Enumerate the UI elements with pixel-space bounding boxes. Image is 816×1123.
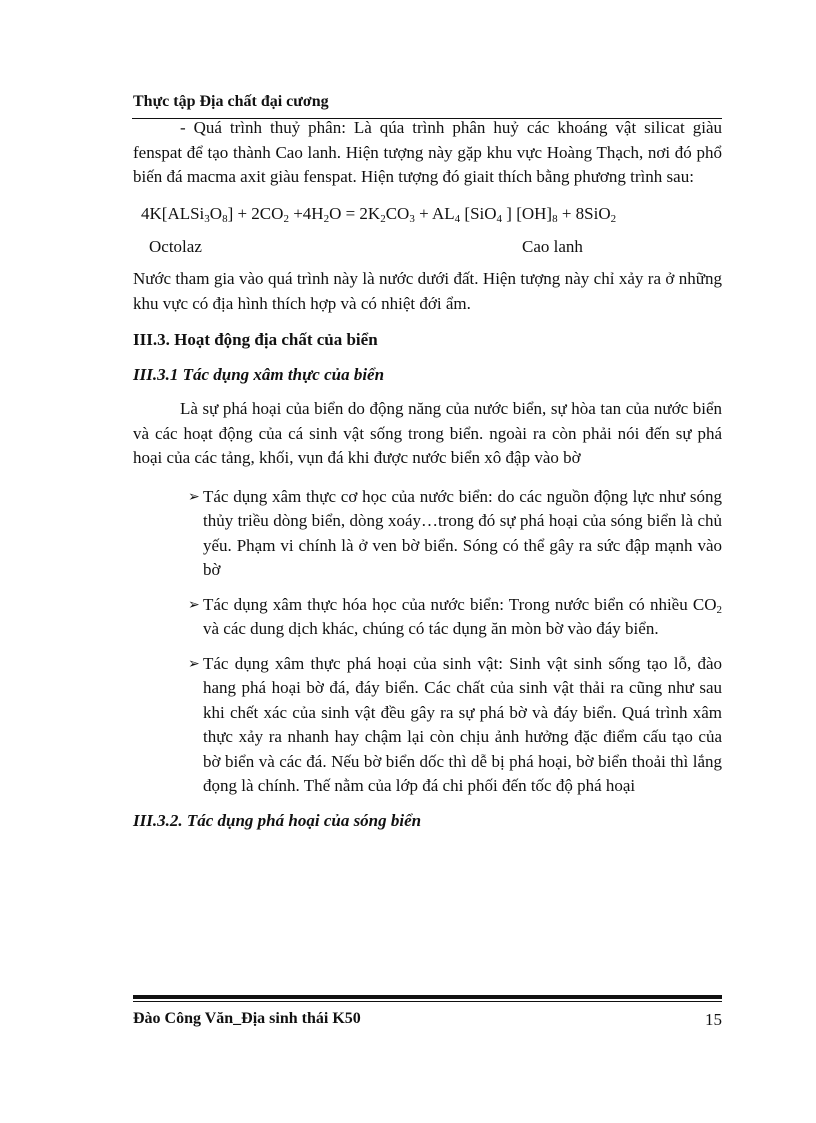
page-body [133,116,722,833]
list-item-text: Tác dụng xâm thực cơ học của nước biển: do các nguồn động lực như sóng thủy triều dòng biển, dòng xoáy…trong đó sự phá hoại của sóng biển là chủ yếu. Phạm vi chính là ở ven bờ biển. Sóng có thể gây ra sức đập mạnh vào bờ [203,486,722,579]
paragraph-hydrolysis: - Quá trình thuỷ phân: Là qúa trình phân huỷ các khoáng vật silicat giàu fenspat để tạo thành Cao lanh. Hiện tượng này gặp khu vực Hoàng Thạch, nơi đó phổ biến đá macma axit giàu fenspat. Hiện tượng đó giait thích bằng phương trình sau: [133,118,722,186]
running-header: Thực tập Địa chất đại cương [133,93,329,110]
subsection-heading-1: III.3.1 Tác dụng xâm thực của biển [133,364,385,384]
subsection-heading-2: III.3.2. Tác dụng phá hoại của sóng biển [133,810,422,830]
arrow-bullet-icon: ➢ [188,596,200,613]
section-heading: III.3. Hoạt động địa chất của biển [133,330,378,349]
equation-labels [133,235,722,259]
paragraph-groundwater: Nước tham gia vào quá trình này là nước dưới đất. Hiện tượng này chỉ xảy ra ở những khu vực có địa hình thích hợp và có nhiệt đới ẩm. [133,269,722,313]
footer-rule-thin [133,1001,722,1002]
equation-label-octolaz: Octolaz [149,237,202,256]
paragraph-sea-erosion: Là sự phá hoại của biển do động năng của nước biển, sự hòa tan của nước biển và các hoạt động của cá sinh vật sống trong biển. ngoài ra còn phải nói đến sự phá hoại của các tảng, khối, vụn đá khi được nước biển xô đập vào bờ [133,399,722,467]
list-item-text: Tác dụng xâm thực hóa học của nước biển: Trong nước biển có nhiều $CO_2$ và các dung dịch khác, chúng có tác dụng ăn mòn bờ vào đáy biển. [203,594,722,638]
list-item-text: Tác dụng xâm thực phá hoại của sinh vật: Sinh vật sinh sống tạo lỗ, đào hang phá hoại bờ đá, đáy biển. Các chất của sinh vật thải ra cũng như sau khi chết xác của sinh vật đều gây ra sự phá bờ và đáy biển. Quá trình xâm thực xảy ra nhanh hay chậm lại còn chịu ảnh hưởng đặc điểm cấu tạo của bờ biển và các đá. Nếu bờ biển dốc thì dễ bị phá hoại, bờ biển thoải thì lắng đọng là chính. Thế nằm của lớp đá chi phối đến tốc độ phá hoại [203,653,722,795]
chemical-equation: $4K[ALSi_3O_8] + 2CO_2 +4H_2O = 2K_2CO_3 + AL_4$ [SiO$_4$ ] $[OH]_8 + 8SiO_2$ [141,203,617,225]
list-item [133,652,722,799]
page-number: 15 [705,1010,722,1029]
bullet-list [133,485,722,799]
arrow-bullet-icon: ➢ [188,655,200,672]
footer-author: Đào Công Văn_Địa sinh thái K50 [133,1010,361,1027]
list-item [133,485,722,583]
arrow-bullet-icon: ➢ [188,488,200,505]
list-item [133,593,722,642]
footer-rule [133,995,722,999]
equation-label-cao-lanh: Cao lanh [522,237,583,256]
